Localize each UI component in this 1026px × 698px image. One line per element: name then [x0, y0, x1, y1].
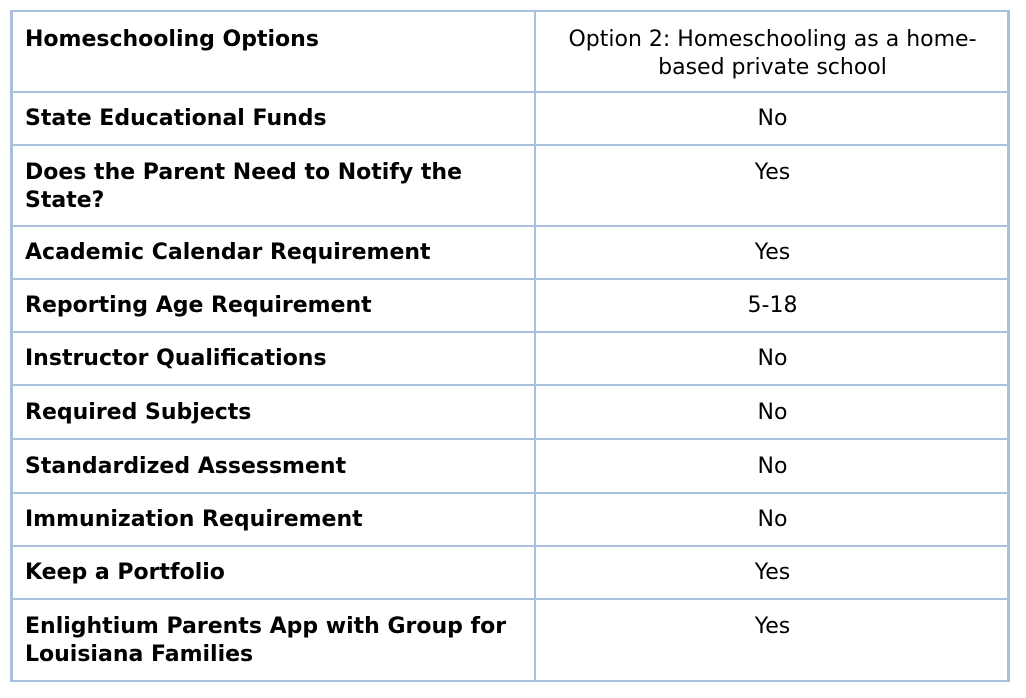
row-value: No: [757, 400, 788, 425]
table-row: [12, 226, 1009, 279]
row-label: Reporting Age Requirement: [25, 293, 372, 318]
row-value: Yes: [754, 160, 791, 185]
table-row: [12, 599, 1009, 681]
row-value: Yes: [754, 240, 791, 265]
row-value-cell: [535, 385, 1009, 439]
row-label-cell: [12, 439, 536, 493]
row-value-cell: [535, 279, 1009, 332]
row-label: Immunization Requirement: [25, 507, 363, 532]
row-label: Instructor Qualifications: [25, 346, 327, 371]
row-value: 5-18: [747, 293, 798, 318]
row-value-cell: [535, 439, 1009, 493]
row-label-cell: [12, 546, 536, 599]
row-value: No: [757, 454, 788, 479]
row-value-cell: [535, 332, 1009, 385]
row-label-cell: [12, 279, 536, 332]
row-value: No: [757, 507, 788, 532]
row-label: Does the Parent Need to Notify the State?: [25, 160, 463, 213]
row-value: No: [757, 106, 788, 131]
row-label-cell: [12, 92, 536, 145]
row-label-cell: [12, 226, 536, 279]
row-value-cell: [535, 145, 1009, 226]
table-row: [12, 92, 1009, 145]
table-row: [12, 279, 1009, 332]
row-label-cell: [12, 385, 536, 439]
row-value: No: [757, 346, 788, 371]
header-value-cell: [535, 11, 1009, 92]
row-value-cell: [535, 226, 1009, 279]
table-row: [12, 546, 1009, 599]
table-row: [12, 385, 1009, 439]
row-label: Required Subjects: [25, 400, 252, 425]
row-label: Enlightium Parents App with Group for Louisiana Families: [25, 614, 507, 667]
table-row: [12, 493, 1009, 546]
row-value-cell: [535, 92, 1009, 145]
row-label-cell: [12, 599, 536, 681]
header-label: Homeschooling Options: [25, 27, 319, 52]
row-value-cell: [535, 493, 1009, 546]
row-label-cell: [12, 145, 536, 226]
header-label-cell: [12, 11, 536, 92]
row-label: Keep a Portfolio: [25, 560, 225, 585]
row-value-cell: [535, 599, 1009, 681]
table-row: [12, 145, 1009, 226]
row-label: State Educational Funds: [25, 106, 327, 131]
table-row: [12, 439, 1009, 493]
row-label-cell: [12, 332, 536, 385]
table-header-row: [12, 11, 1009, 92]
row-label: Academic Calendar Requirement: [25, 240, 431, 265]
row-value: Yes: [754, 614, 791, 639]
table-row: [12, 332, 1009, 385]
row-value-cell: [535, 546, 1009, 599]
header-value: Option 2: Homeschooling as a home-based private school: [568, 27, 977, 80]
row-value: Yes: [754, 560, 791, 585]
row-label-cell: [12, 493, 536, 546]
row-label: Standardized Assessment: [25, 454, 347, 479]
homeschooling-options-table: [10, 10, 1010, 682]
